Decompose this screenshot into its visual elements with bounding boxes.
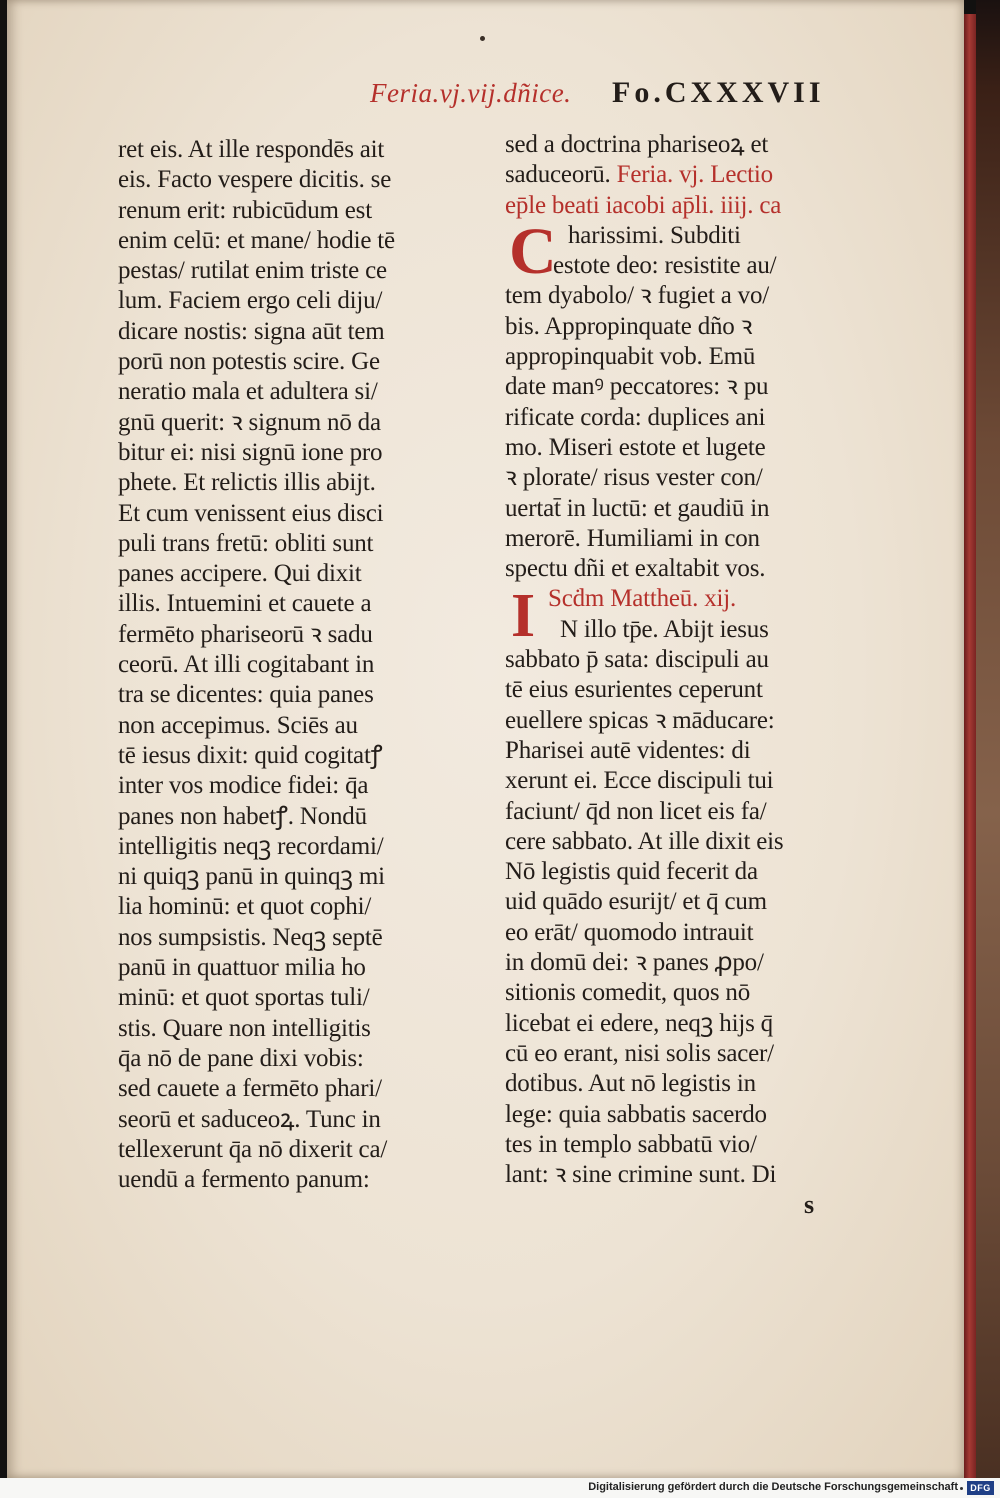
text-line: eis. Facto vespere dicitis. se [118, 166, 392, 194]
text-line: faciunt/ q̄d non licet eis fa/ [505, 797, 767, 825]
catchword: s [804, 1190, 815, 1219]
text-line: tē iesus dixit: quid cogitatꝭ [118, 741, 383, 769]
text-line: lia hominū: et quot cophi/ [118, 893, 372, 921]
text-line: lum. Faciem ergo celi diju/ [118, 287, 383, 315]
text-line: tellexerunt q̄a nō dixerit ca/ [118, 1135, 388, 1163]
text-line: dotibus. Aut nō legistis in [505, 1070, 756, 1098]
text-line: in domū dei: ꝛ panes ꝓpo/ [505, 949, 764, 977]
page-edge-red [964, 14, 976, 1478]
text-line: lege: quia sabbatis sacerdo [505, 1100, 767, 1128]
dfg-logo: DFG [967, 1481, 994, 1495]
text-line: merorē. Humiliami in con [505, 524, 760, 552]
text-line: stis. Quare non intelligitis [118, 1014, 371, 1042]
text-line: Pharisei autē videntes: di [505, 736, 751, 764]
ink-dot [480, 36, 485, 41]
text-line: ni quiqꝫ panū in quinqꝫ mi [118, 863, 385, 891]
left-column [118, 135, 458, 1195]
text-line: rificate corda: duplices ani [505, 403, 766, 431]
text-line: inter vos modice fidei: q̄a [118, 772, 369, 800]
text-line: panes non habetꝭ. Nondū [118, 802, 367, 830]
text-line: non accepimus. Sciēs au [118, 711, 358, 739]
text-line: minū: et quot sportas tuli/ [118, 984, 370, 1012]
text-line: gnū querit: ꝛ signum nō da [118, 408, 381, 436]
text-line: tes in templo sabbatū vio/ [505, 1130, 757, 1158]
text-line: sed cauete a fermēto phari/ [118, 1075, 382, 1103]
rubric-heading: Scḋm Mattheū. xij. [548, 585, 737, 613]
text-line: eo erāt/ quomodo intrauit [505, 918, 754, 946]
text-line: cere sabbato. At ille dixit eis [505, 827, 784, 855]
text-line: q̄a nō de pane dixi vobis: [118, 1044, 364, 1072]
text-line: bis. Appropinquate dño ꝛ [505, 312, 753, 340]
rubric-heading: ep̄le beati iacobi ap̄li. iiij. ca [505, 191, 782, 219]
text-line: panū in quattuor milia ho [118, 954, 366, 982]
text-line: intelligitis neqꝫ recordami/ [118, 832, 384, 860]
text-line: appropinquabit vob. Emū [505, 343, 756, 371]
text-line: dicare nostis: signa aūt tem [118, 317, 385, 345]
text-line: harissimi. Subditi [568, 221, 741, 249]
text-line: cū eo erant, nisi solis sacer/ [505, 1039, 774, 1067]
text-line: ret eis. At ille respondēs ait [118, 136, 385, 163]
text-line: licebat ei edere, neqꝫ hijs q̄ [505, 1009, 773, 1037]
text-line: ceorū. At illi cogitabant in [118, 651, 375, 679]
text-line: nos sumpsistis. Neqꝫ septē [118, 923, 383, 951]
text-line: mo. Miseri estote et lugete [505, 433, 766, 461]
text-line: pestas/ rutilat enim triste ce [118, 257, 387, 285]
text-line: seorū et saduceoꝝ. Tunc in [118, 1105, 381, 1133]
text-line: spectu dñi et exaltabit vos. [505, 555, 766, 583]
text-line: date manꝰ peccatores: ꝛ pu [505, 373, 769, 401]
text-line: panes accipere. Qui dixit [118, 560, 362, 588]
text-line: uendū a fermento panum: [118, 1166, 370, 1194]
text-line: sitionis comedit, quos nō [505, 979, 751, 1007]
right-column [505, 130, 845, 1190]
text-line: porū non potestis scire. Ge [118, 348, 380, 376]
text-line: tra se dicentes: quia panes [118, 681, 374, 709]
text-line: renum erit: rubicūdum est [118, 196, 372, 224]
text-line: neratio mala et adultera si/ [118, 378, 378, 406]
text-line: N illo tp̄e. Abijt iesus [560, 615, 769, 643]
footer-bar [0, 1478, 1000, 1498]
rubric-line [505, 160, 845, 190]
text-segment: saduceorū. [505, 161, 611, 189]
text-line: Nō legistis quid fecerit da [505, 858, 758, 886]
text-line: phete. Et relictis illis abijt. [118, 469, 376, 497]
decorated-initial: C [509, 215, 557, 288]
text-line: xerunt ei. Ecce discipuli tui [505, 767, 774, 795]
text-line: bitur ei: nisi signū ione pro [118, 438, 383, 466]
separator-dot [960, 1487, 963, 1490]
rubric-heading: Feria. vj. Lectio [616, 161, 773, 189]
text-line: uid quādo esurijt/ et q̄ cum [505, 888, 767, 916]
running-title: Feria.vj.vij.dñice. [370, 78, 572, 108]
text-line: lant: ꝛ sine crimine sunt. Di [505, 1161, 777, 1189]
text-line: tem dyabolo/ ꝛ fugiet a vo/ [505, 282, 770, 310]
text-line: sabbato p̄ sata: discipuli au [505, 646, 769, 674]
text-line: fermēto phariseorū ꝛ sadu [118, 620, 373, 648]
text-line: Et cum venissent eius disci [118, 499, 384, 527]
text-line: euellere spicas ꝛ māducare: [505, 706, 775, 734]
text-line: enim celū: et mane/ hodie tē [118, 226, 395, 254]
text-line: tē eius esurientes ceperunt [505, 676, 763, 704]
text-line: sed a doctrina phariseoꝝ et [505, 131, 769, 158]
folio-number: Fo.CXXXVII [612, 76, 825, 109]
text-line: illis. Intuemini et cauete a [118, 590, 372, 618]
text-line: puli trans fretū: obliti sunt [118, 529, 374, 557]
text-line: uertat̄ in luctū: et gaudiū in [505, 494, 770, 522]
text-line: estote deo: resistite au/ [553, 252, 777, 280]
text-line: ꝛ plorate/ risus vester con/ [505, 464, 763, 492]
decorated-initial: I [511, 582, 536, 650]
binding-edge [976, 0, 1000, 1478]
funding-credit: Digitalisierung gefördert durch die Deutsche Forschungsgemeinschaft [588, 1481, 958, 1493]
